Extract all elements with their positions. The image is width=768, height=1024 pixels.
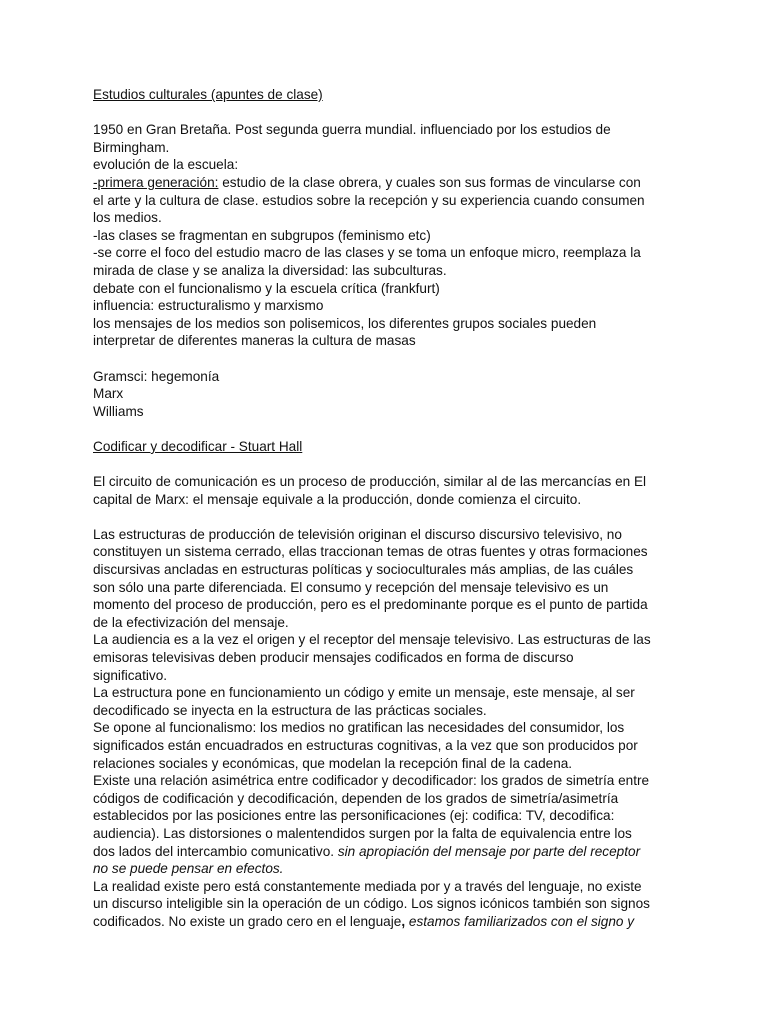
text-line: interpretar de diferentes maneras la cultura de masas xyxy=(93,333,416,349)
text-line: momento del proceso de producción, pero es el predominante porque es el punto de partida xyxy=(93,597,648,613)
text-line: un discurso inteligible sin la operación de un código. Los signos icónicos también son signos xyxy=(93,896,650,912)
text-line: emisoras televisivas deben producir mensajes codificados en forma de discurso xyxy=(93,650,574,665)
text-line: constituyen un sistema cerrado, ellas traccionan temas de otras fuentes y otras formaciones xyxy=(93,544,648,560)
text-line: La estructura pone en funcionamiento un código y emite un mensaje, este mensaje, al ser xyxy=(93,685,635,701)
spacer xyxy=(93,508,683,526)
text-line: los medios. xyxy=(93,210,162,226)
author-line: Marx xyxy=(93,386,124,402)
text-line: -las clases se fragmentan en subgrupos (feminismo etc) xyxy=(93,227,431,243)
text-line: capital de Marx: el mensaje equivale a la producción, donde comienza el circuito. xyxy=(93,491,582,507)
text-line: Se opone al funcionalismo: los medios no gratifican las necesidades del consumidor, los xyxy=(93,720,625,736)
first-generation-label: -primera generación: xyxy=(93,174,219,190)
italic-line: no se puede pensar en efectos. xyxy=(93,861,284,877)
text-line: La audiencia es a la vez el origen y el receptor del mensaje televisivo. Las estructuras de las xyxy=(93,632,651,648)
text-line: significados están encuadrados en estructuras cognitivas, a la vez que son producidos por xyxy=(93,737,638,753)
spacer xyxy=(93,104,683,122)
spacer xyxy=(93,455,683,473)
text-line: significativo. xyxy=(93,667,168,683)
text-line: Las estructuras de producción de televisión originan el discurso discursivo televisivo, no xyxy=(93,526,622,542)
section-subtitle: Codificar y decodificar - Stuart Hall xyxy=(93,438,303,454)
spacer xyxy=(93,420,683,438)
text-line: decodificado se inyecta en la estructura de las prácticas sociales. xyxy=(93,702,487,718)
spacer xyxy=(93,350,683,368)
text-line: mirada de clase y se analiza la diversidad: las subculturas. xyxy=(93,262,447,278)
text-line: de la efectivización del mensaje. xyxy=(93,614,289,630)
text-line: códigos de codificación y decodificación, dependen de los grados de simetría/asimetría xyxy=(93,790,619,806)
text-fragment: estudio de la clase obrera, y cuales son sus formas de vincularse con xyxy=(218,174,641,190)
text-line: el arte y la cultura de clase. estudios sobre la recepción y su experiencia cuando consumen xyxy=(93,192,645,208)
text-line: relaciones sociales y económicas, que modelan la recepción final de la cadena. xyxy=(93,755,573,771)
text-line: La realidad existe pero está constantemente mediada por y a través del lenguaje, no existe xyxy=(93,878,642,894)
text-line xyxy=(93,174,683,192)
text-line: son sólo una parte diferenciada. El consumo y recepción del mensaje televisivo es un xyxy=(93,579,609,595)
text-line: Birmingham. xyxy=(93,139,170,155)
text-fragment: codificados. No existe un grado cero en el lenguaje xyxy=(93,913,402,929)
text-line xyxy=(93,843,683,861)
text-line: discursivas ancladas en estructuras políticas y socioculturales más amplias, de las cuáles xyxy=(93,562,634,578)
document-title: Estudios culturales (apuntes de clase) xyxy=(93,87,323,102)
text-line: los mensajes de los medios son polisemicos, los diferentes grupos sociales pueden xyxy=(93,315,597,331)
text-line xyxy=(93,913,683,931)
text-line: 1950 en Gran Bretaña. Post segunda guerra mundial. influenciado por los estudios de xyxy=(93,122,611,138)
text-line: El circuito de comunicación es un proceso de producción, similar al de las mercancías en El xyxy=(93,474,647,490)
document-page xyxy=(93,86,683,931)
italic-fragment: sin apropiación del mensaje por parte del receptor xyxy=(337,843,641,859)
author-line: Williams xyxy=(93,403,144,419)
text-line: audiencia). Las distorsiones o malentendidos surgen por la falta de equivalencia entre los xyxy=(93,825,632,841)
text-fragment: dos lados del intercambio comunicativo. xyxy=(93,843,338,859)
text-line: influencia: estructuralismo y marxismo xyxy=(93,298,324,314)
text-line: establecidos por las posiciones entre las personificaciones (ej: codifica: TV, decodifica: xyxy=(93,808,615,824)
text-line: Existe una relación asimétrica entre codificador y decodificador: los grados de simetría entre xyxy=(93,773,650,789)
author-line: Gramsci: hegemonía xyxy=(93,368,220,384)
text-line: evolución de la escuela: xyxy=(93,157,239,173)
italic-fragment: estamos familiarizados con el signo y xyxy=(405,913,635,929)
bold-fragment: , xyxy=(401,913,406,929)
text-line: -se corre el foco del estudio macro de las clases y se toma un enfoque micro, reemplaza la xyxy=(93,245,641,261)
text-line: debate con el funcionalismo y la escuela crítica (frankfurt) xyxy=(93,280,440,296)
